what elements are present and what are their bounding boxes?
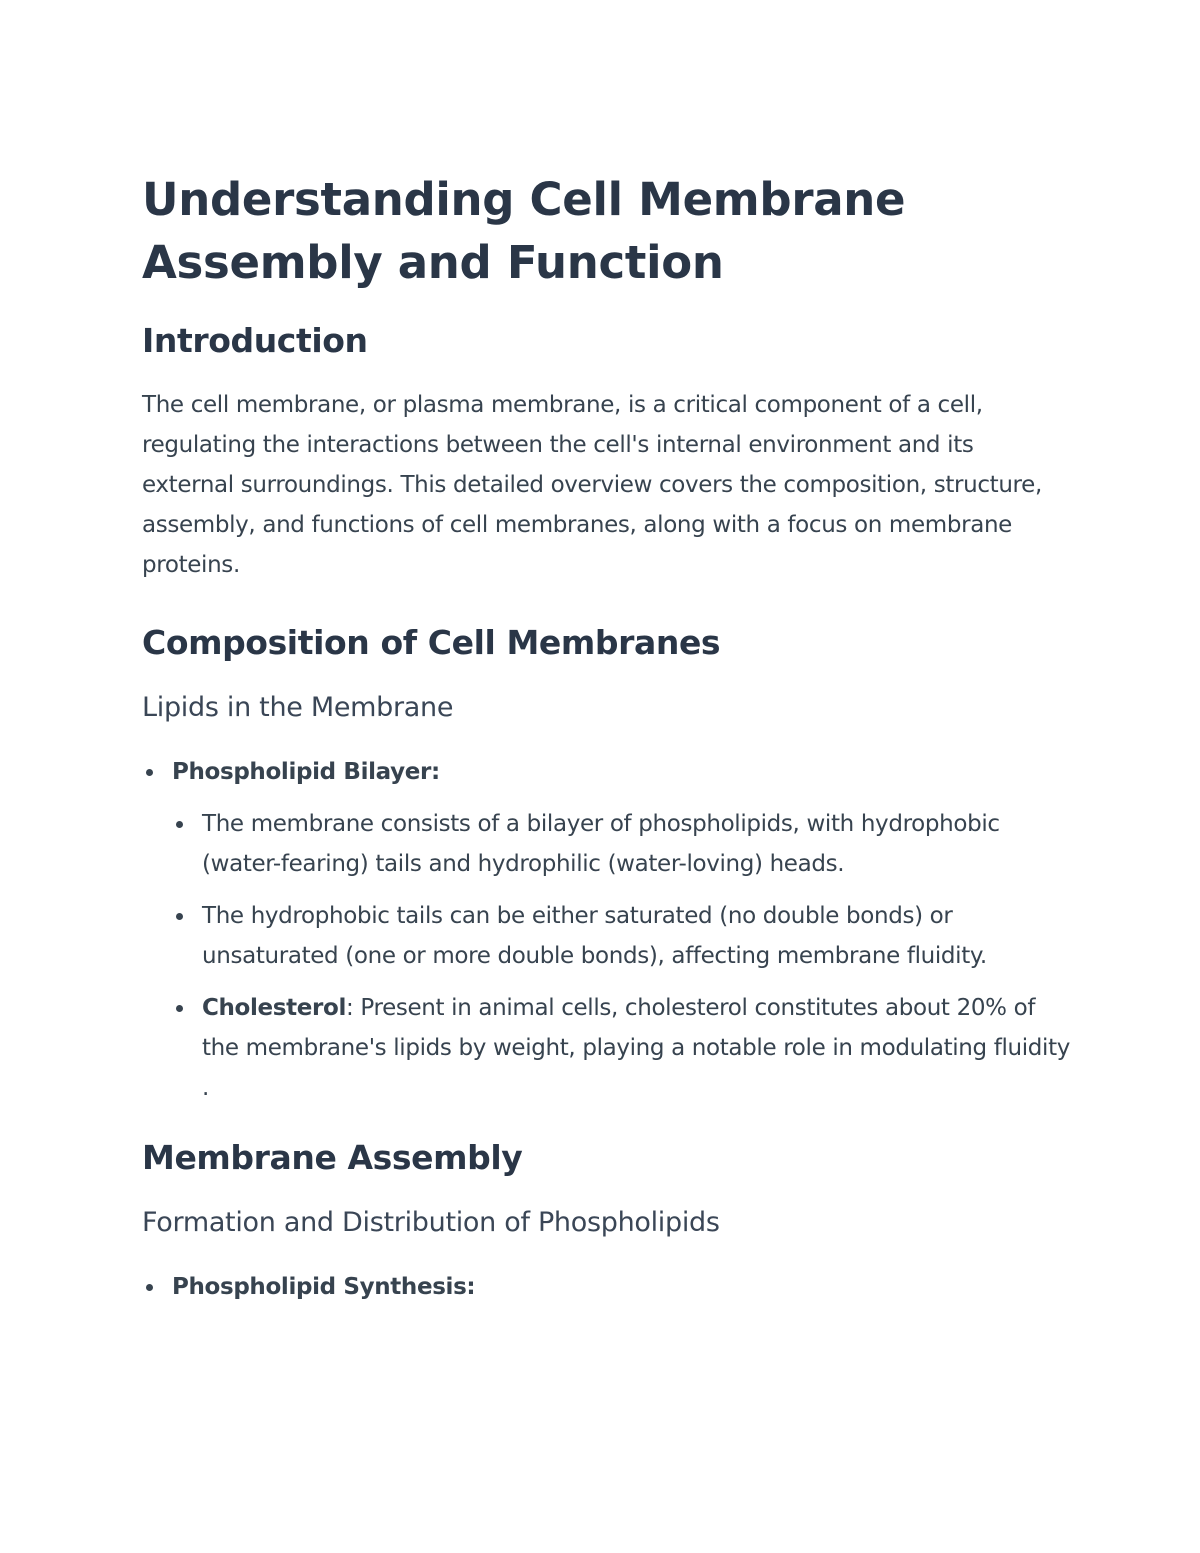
list-item <box>202 804 1072 884</box>
list-item-phospholipid-bilayer <box>172 752 1072 1108</box>
subheading-formation: Formation and Distribution of Phospholipids <box>142 1207 720 1238</box>
list-item <box>202 896 1072 976</box>
list-item-cholesterol <box>202 988 1072 1108</box>
list-item-text: The membrane consists of a bilayer of phospholipids, with hydrophobic (water-fearing) tails and hydrophilic (water-loving) heads. <box>202 811 1000 877</box>
section-heading-composition: Composition of Cell Membranes <box>142 623 721 662</box>
cholesterol-text: : Present in animal cells, cholesterol constitutes about 20% of the membrane's lipids by weight, playing a notable role in modulating fluidity . <box>202 995 1071 1101</box>
subheading-lipids: Lipids in the Membrane <box>142 692 454 723</box>
bullet-icon <box>146 769 153 776</box>
bullet-icon <box>176 1005 183 1012</box>
introduction-paragraph: The cell membrane, or plasma membrane, is a critical component of a cell, regulating the interactions between the cell's internal environment and its external surroundings. This detailed overview covers the composition, structure, assembly, and functions of cell membranes, along with a focus on membrane proteins. <box>142 392 1042 578</box>
formation-list <box>142 1267 1072 1307</box>
list-item-label: Phospholipid Synthesis: <box>172 1274 476 1300</box>
list-item-label: Phospholipid Bilayer: <box>172 759 440 785</box>
lipids-list <box>142 752 1072 1108</box>
cholesterol-label: Cholesterol <box>202 995 346 1021</box>
bullet-icon <box>176 821 183 828</box>
list-item-phospholipid-synthesis <box>172 1267 1072 1307</box>
bullet-icon <box>146 1284 153 1291</box>
list-item-text: The hydrophobic tails can be either saturated (no double bonds) or unsaturated (one or more double bonds), affecting membrane fluidity. <box>202 903 987 969</box>
document-title: Understanding Cell Membrane Assembly and Function <box>142 173 906 289</box>
document-page <box>142 168 1072 1307</box>
section-heading-introduction: Introduction <box>142 321 368 360</box>
section-heading-assembly: Membrane Assembly <box>142 1138 523 1177</box>
bullet-icon <box>176 913 183 920</box>
phospholipid-sublist <box>172 804 1072 1108</box>
